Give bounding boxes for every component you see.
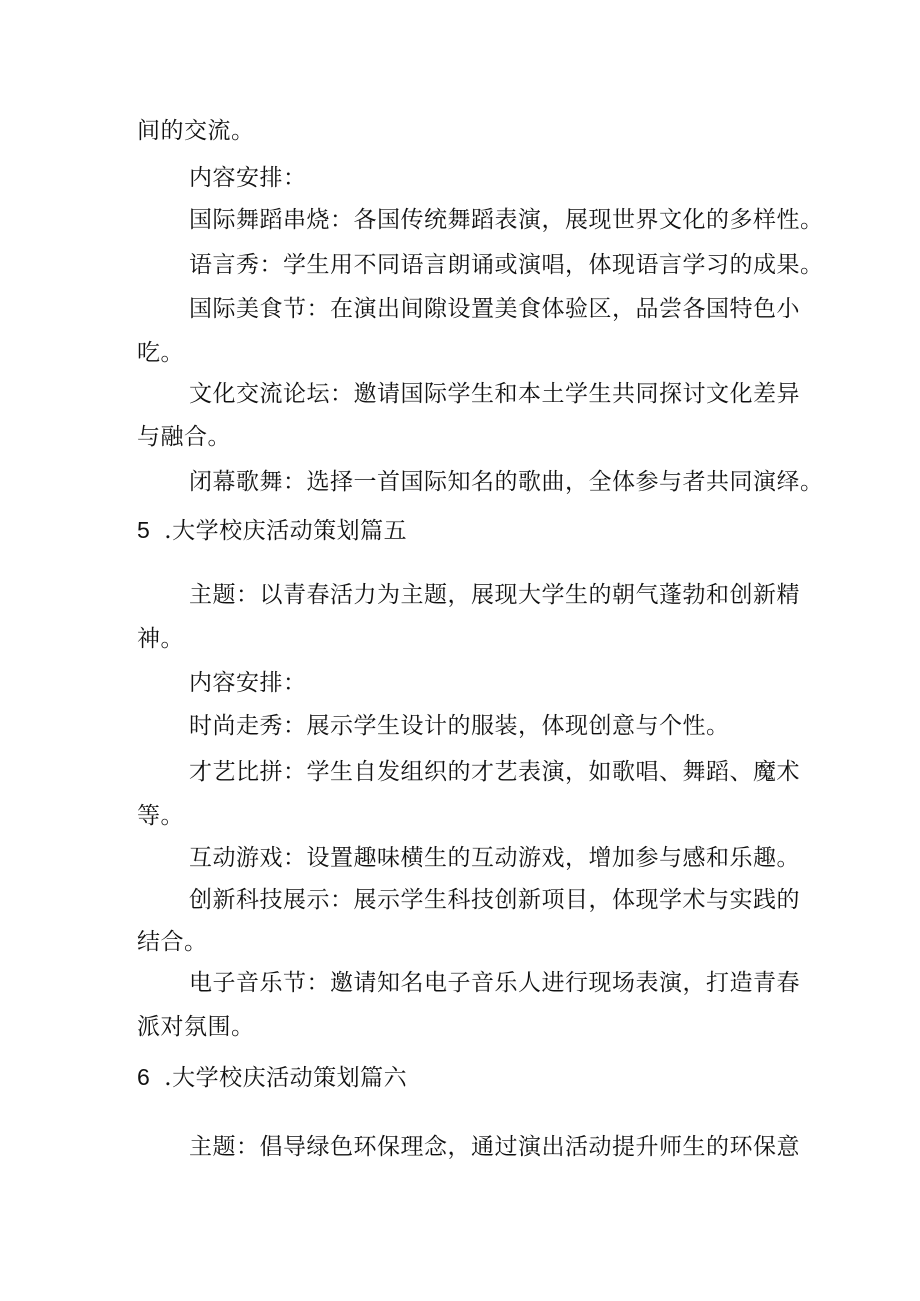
section-heading-number: 6 <box>137 1064 151 1090</box>
paragraph-line: 与融合。 <box>137 424 231 450</box>
paragraph-line: 电子音乐节：邀请知名电子音乐人进行现场表演，打造青春 <box>189 970 800 996</box>
paragraph-line: 神。 <box>137 626 184 652</box>
paragraph-line: 文化交流论坛：邀请国际学生和本土学生共同探讨文化差异 <box>189 381 800 407</box>
paragraph-line: 国际舞蹈串烧：各国传统舞蹈表演，展现世界文化的多样性。 <box>189 207 824 233</box>
section-heading <box>137 515 407 546</box>
paragraph-line: 吃。 <box>137 340 184 366</box>
section-heading <box>137 1062 407 1093</box>
section-heading-text: .大学校庆活动策划篇五 <box>164 518 408 544</box>
paragraph-line: 内容安排： <box>189 165 307 191</box>
paragraph-line: 等。 <box>137 803 184 829</box>
paragraph-line: 才艺比拼：学生自发组织的才艺表演，如歌唱、舞蹈、魔术 <box>189 759 800 785</box>
paragraph-line: 主题：倡导绿色环保理念，通过演出活动提升师生的环保意 <box>189 1134 800 1160</box>
section-heading-text: .大学校庆活动策划篇六 <box>164 1065 408 1091</box>
paragraph-line: 互动游戏：设置趣味横生的互动游戏，增加参与感和乐趣。 <box>189 845 800 871</box>
paragraph-line: 主题：以青春活力为主题，展现大学生的朝气蓬勃和创新精 <box>189 582 800 608</box>
section-heading-number: 5 <box>137 517 151 543</box>
paragraph-line: 国际美食节：在演出间隙设置美食体验区，品尝各国特色小 <box>189 296 800 322</box>
paragraph-line: 创新科技展示：展示学生科技创新项目，体现学术与实践的 <box>189 887 800 913</box>
paragraph-line: 内容安排： <box>189 670 307 696</box>
paragraph-line: 派对氛围。 <box>137 1014 255 1040</box>
paragraph-line: 时尚走秀：展示学生设计的服装，体现创意与个性。 <box>189 713 730 739</box>
paragraph-line: 语言秀：学生用不同语言朗诵或演唱，体现语言学习的成果。 <box>189 252 824 278</box>
paragraph-line: 结合。 <box>137 929 208 955</box>
paragraph-line: 闭幕歌舞：选择一首国际知名的歌曲，全体参与者共同演绎。 <box>189 469 824 495</box>
paragraph-line: 间的交流。 <box>137 118 255 144</box>
